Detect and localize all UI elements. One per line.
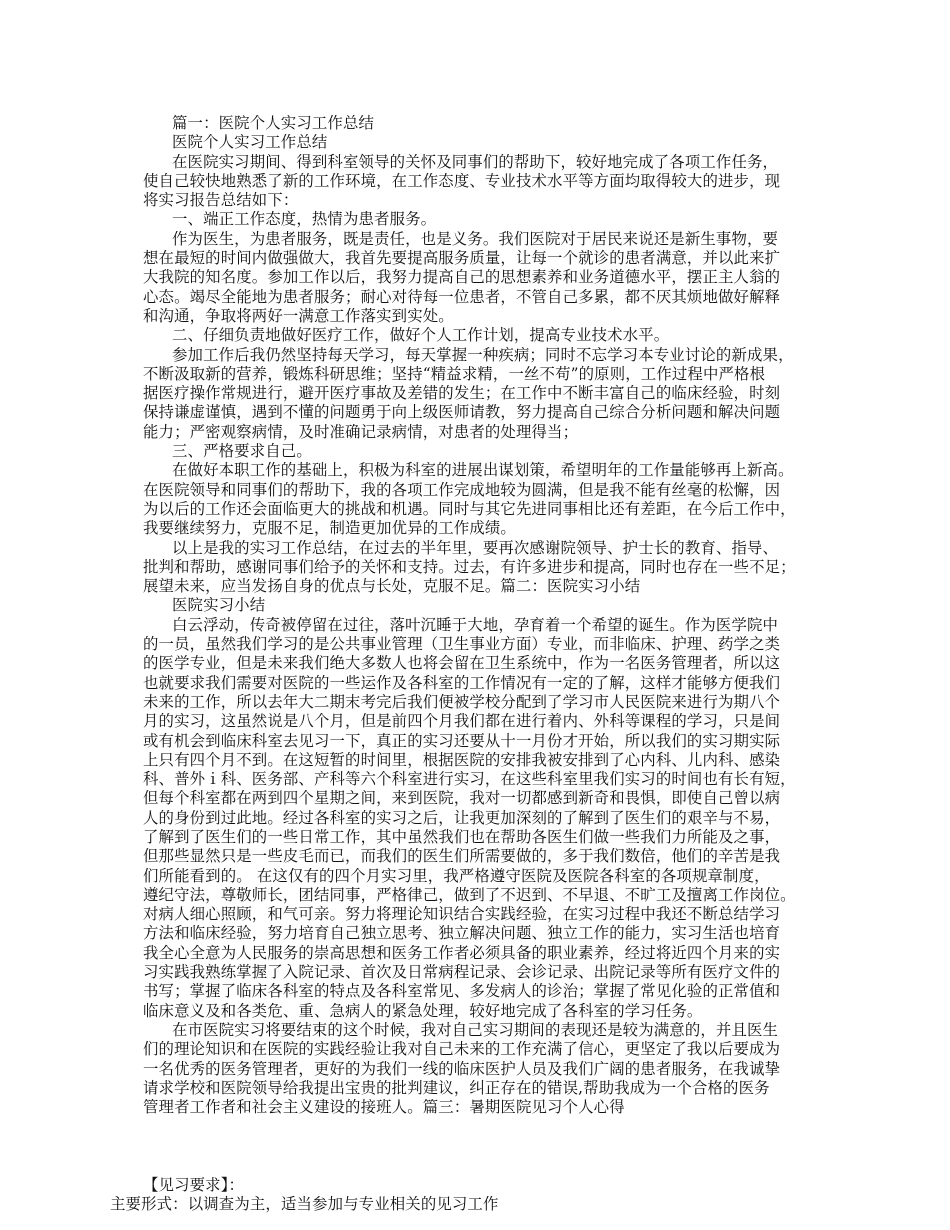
text-line: 一、端正工作态度，热情为患者服务。 xyxy=(172,210,437,229)
text-line: 使自己较快地熟悉了新的工作环境，在工作态度、专业技术水平等方面均取得较大的进步，现 xyxy=(143,171,781,190)
text-line: 我要继续努力，克服不足，制造更加优异的工作成绩。 xyxy=(143,519,516,538)
text-line: 或有机会到临床科室去见习一下，真正的实习还要从十一月份才开始，所以我们的实习期实际 xyxy=(143,731,781,750)
text-line: 我全心全意为人民服务的崇高思想和医务工作者必须具备的职业素养，经过将近四个月来的实 xyxy=(143,943,781,962)
text-line: 们所能看到的。 在这仅有的四个月实习里，我严格遵守医院及医院各科室的各项规章制度， xyxy=(143,866,770,885)
text-line: 大我院的知名度。参加工作以后，我努力提高自己的思想素养和业务道德水平，摆正主人翁的 xyxy=(143,268,781,287)
text-line: 为以后的工作还会面临更大的挑战和机遇。同时与其它先进同事相比还有差距，在今后工作中， xyxy=(143,499,796,518)
text-line: 参加工作后我仍然坚持每天学习，每天掌握一种疾病；同时不忘学习本专业讨论的新成果， xyxy=(172,345,794,364)
text-line: 管理者工作者和社会主义建设的接班人。篇三：暑期医院见习个人心得 xyxy=(143,1098,625,1117)
text-line: 作为医生，为患者服务，既是责任，也是义务。我们医院对于居民来说还是新生事物，要 xyxy=(172,229,779,248)
text-line: 在医院领导和同事们的帮助下，我的各项工作完成地较为圆满，但是我不能有丝毫的松懈，因 xyxy=(143,480,781,499)
text-line: 在医院实习期间、得到科室领导的关怀及同事们的帮助下，较好地完成了各项工作任务， xyxy=(172,152,779,171)
text-line: 心态。竭尽全能地为患者服务；耐心对待每一位患者，不管自己多累，都不厌其烦地做好解释 xyxy=(143,287,781,306)
section-heading: 【见习要求】： xyxy=(143,1176,245,1194)
text-line: 未来的工作，所以去年大二期末考完后我们便被学校分配到了学习市人民医院来进行为期八个 xyxy=(143,692,781,711)
text-line: 人的身份到过此地。经过各科室的实习之后，让我更加深刻的了解到了医生们的艰辛与不易， xyxy=(143,808,781,827)
text-line: 了解到了医生们的一些日常工作，其中虽然我们也在帮助各医生们做一些我们力所能及之事， xyxy=(143,827,781,846)
text-line: 展望未来，应当发扬自身的优点与长处，克服不足。篇二：医院实习小结 xyxy=(143,577,641,596)
text-line: 方法和临床经验，努力培育自己独立思考、独立解决问题、独立工作的能力，实习生活也培育 xyxy=(143,924,781,943)
text-line: 医院实习小结 xyxy=(172,596,266,615)
text-line: 科、普外ｉ科、医务部、产科等六个科室进行实习，在这些科室里我们实习的时间也有长有短， xyxy=(143,770,796,789)
text-line: 也就要求我们需要对医院的一些运作及各科室的工作情况有一定的了解，这样才能够方便我们 xyxy=(143,673,781,692)
text-line: 批判和帮助，感谢同事们给予的关怀和支持。过去，有许多进步和提高，同时也存在一些不足； xyxy=(143,557,796,576)
text-line: 能力；严密观察病情，及时准确记录病情，对患者的处理得当； xyxy=(143,422,579,441)
text-line: 临床意义及和各类危、重、急病人的紧急处理，较好地完成了各科室的学习任务。 xyxy=(143,1001,703,1020)
text-line: 习实践我熟练掌握了入院记录、首次及日常病程记录、会诊记录、出院记录等所有医疗文件的 xyxy=(143,963,781,982)
text-line: 请求学校和医院领导给我提出宝贵的批判建议，纠正存在的错误,帮助我成为一个合格的医务 xyxy=(143,1078,770,1097)
text-line: 保持谦虚谨慎，遇到不懂的问题勇于向上级医师请教，努力提高自己综合分析问题和解决问题 xyxy=(143,403,781,422)
text-line: 书写；掌握了临床各科室的特点及各科室常见、多发病人的诊治；掌握了常见化验的正常值和 xyxy=(143,982,781,1001)
text-line: 二、仔细负责地做好医疗工作，做好个人工作计划，提高专业技术水平。 xyxy=(172,326,670,345)
text-line: 三、严格要求自己。 xyxy=(172,442,312,461)
text-line: 但每个科室都在两到四个星期之间，来到医院，我对一切都感到新奇和畏惧，即使自己曾以病 xyxy=(143,789,781,808)
document-tail xyxy=(110,1176,499,1215)
text-line: 不断汲取新的营养，锻炼科研思维；坚持“精益求精，一丝不苟”的原则，工作过程中严格根 xyxy=(143,364,766,383)
text-line: 想在最短的时间内做强做大，我首先要提高服务质量，让每一个就诊的患者满意，并以此来扩 xyxy=(143,249,781,268)
document-body xyxy=(143,114,823,1117)
text-line: 对病人细心照顾，和气可亲。努力将理论知识结合实践经验，在实习过程中我还不断总结学习 xyxy=(143,905,781,924)
text-line: 主要形式：以调查为主，适当参加与专业相关的见习工作 xyxy=(110,1195,499,1214)
text-line: 上只有四个月不到。在这短暂的时间里，根据医院的安排我被安排到了心内科、儿内科、感染 xyxy=(143,750,781,769)
text-line: 在市医院实习将要结束的这个时候，我对自己实习期间的表现还是较为满意的，并且医生 xyxy=(172,1020,779,1039)
text-line: 的一员，虽然我们学习的是公共事业管理（卫生事业方面）专业，而非临床、护理、药学之类 xyxy=(143,635,781,654)
text-line: 在做好本职工作的基础上，积极为科室的进展出谋划策，希望明年的工作量能够再上新高。 xyxy=(172,461,794,480)
text-line: 白云浮动，传奇被停留在过往，落叶沉睡于大地，孕育着一个希望的诞生。作为医学院中 xyxy=(172,615,779,634)
text-line: 但那些显然只是一些皮毛而已，而我们的医生们所需要做的，多于我们数倍，他们的辛苦是我 xyxy=(143,847,781,866)
text-line: 医院个人实习工作总结 xyxy=(172,133,328,152)
text-line: 篇一：医院个人实习工作总结 xyxy=(172,114,375,132)
text-line: 遵纪守法，尊敬师长，团结同事，严格律己，做到了不迟到、不早退、不旷工及擅离工作岗位。 xyxy=(143,885,796,904)
text-line: 和沟通，争取将两好一满意工作落实到实处。 xyxy=(143,306,454,325)
text-line: 的医学专业，但是未来我们绝大多数人也将会留在卫生系统中，作为一名医务管理者，所以这 xyxy=(143,654,781,673)
text-line: 将实习报告总结如下： xyxy=(143,191,299,210)
text-line: 以上是我的实习工作总结，在过去的半年里，要再次感谢院领导、护士长的教育、指导、 xyxy=(172,538,779,557)
text-line: 们的理论知识和在医院的实践经验让我对自己未来的工作充满了信心，更坚定了我以后要成为 xyxy=(143,1040,781,1059)
text-line: 月的实习，这虽然说是八个月，但是前四个月我们都在进行着内、外科等课程的学习，只是间 xyxy=(143,712,781,731)
text-line: 一名优秀的医务管理者，更好的为我们一线的临床医护人员及我们广阔的患者服务，在我诚挚 xyxy=(143,1059,781,1078)
text-line: 据医疗操作常规进行，避开医疗事故及差错的发生；在工作中不断丰富自己的临床经验，时刻 xyxy=(143,384,781,403)
